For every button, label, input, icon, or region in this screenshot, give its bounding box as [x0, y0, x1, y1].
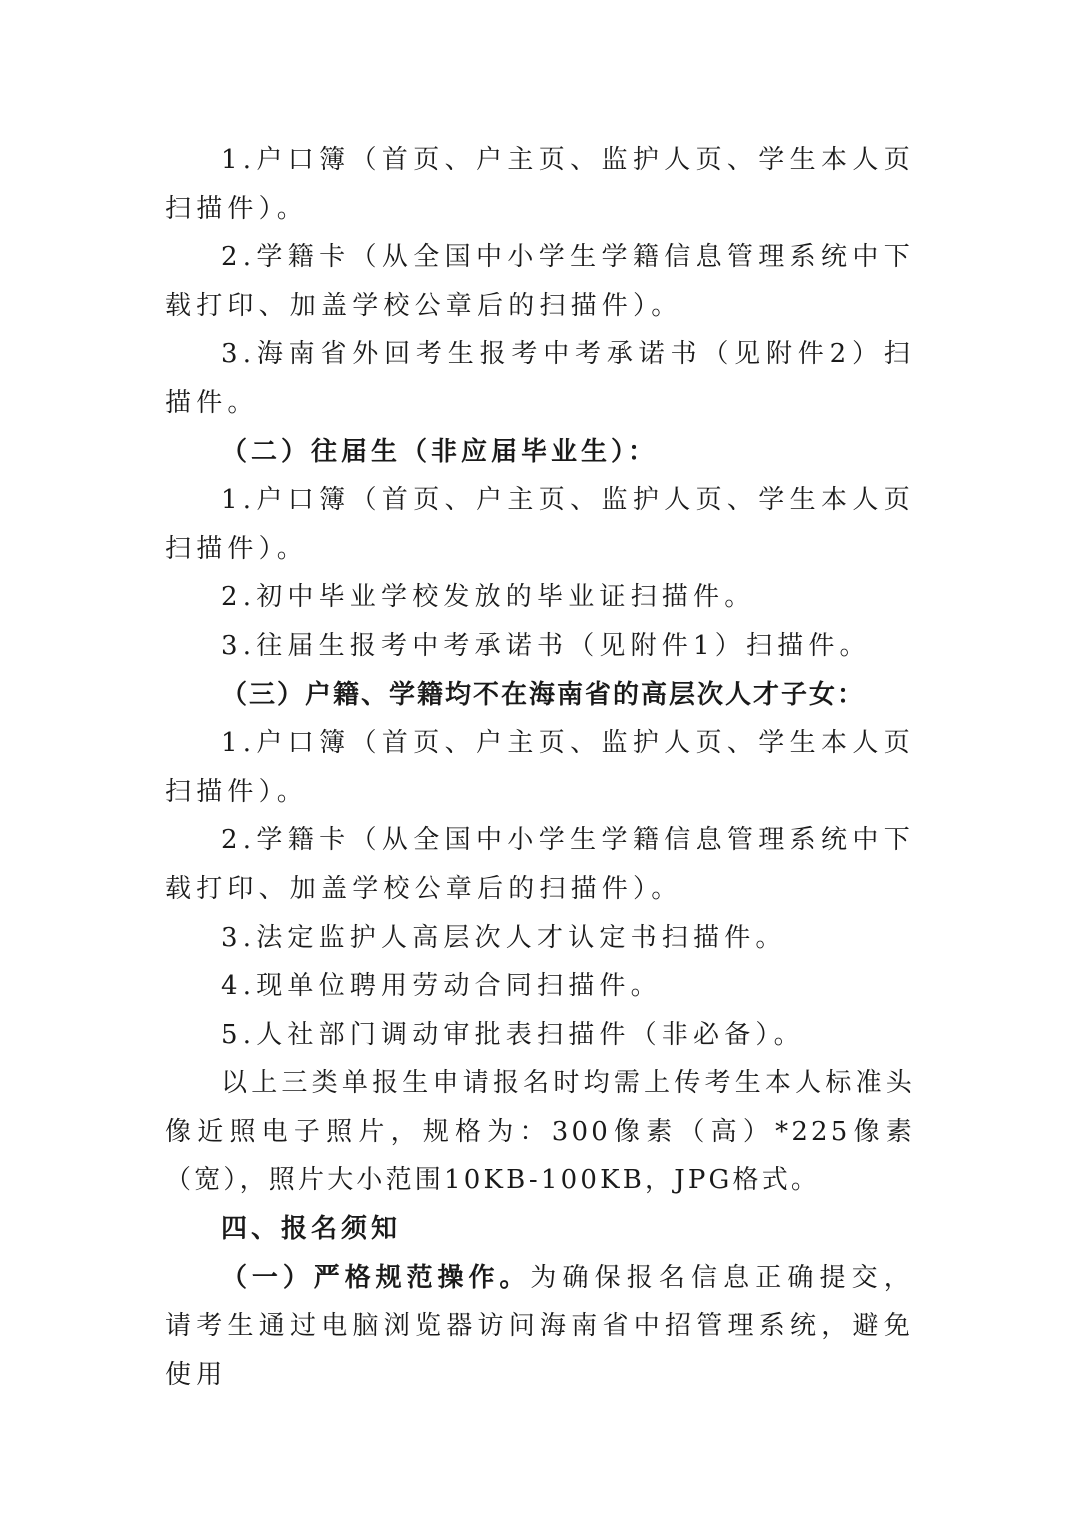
- s4-item-5: 5.人社部门调动审批表扫描件（非必备）。: [221, 1019, 805, 1050]
- chapter-4-point-1: [165, 1254, 915, 1400]
- s2-item-3: 3.海南省外回考生报考中考承诺书（见附件2）扫描件。: [165, 339, 915, 418]
- s3-item-3: 3.往届生报考中考承诺书（见附件1）扫描件。: [221, 630, 871, 661]
- point-1-lead: （一）严格规范操作。: [221, 1262, 531, 1293]
- s4-item-2: 2.学籍卡（从全国中小学生学籍信息管理系统中下载打印、加盖学校公章后的扫描件）。: [165, 825, 915, 904]
- point-1-text: 为确保报名信息正确提交，请考生通过电脑浏览器访问海南省中招管理系统，避免使用: [165, 1262, 915, 1390]
- s3-item-1: 1.户口簿（首页、户主页、监护人页、学生本人页扫描件）。: [165, 485, 915, 564]
- s2-item-1: 1.户口簿（首页、户主页、监护人页、学生本人页扫描件）。: [165, 145, 915, 224]
- s3-heading: （二）往届生（非应届毕业生）：: [221, 436, 659, 467]
- s3-item-2: 2.初中毕业学校发放的毕业证扫描件。: [221, 582, 756, 613]
- s4-item-1: 1.户口簿（首页、户主页、监护人页、学生本人页扫描件）。: [165, 728, 915, 807]
- photo-requirement-note: 以上三类单报生申请报名时均需上传考生本人标准头像近照电子照片，规格为：300像素（高）*225像素（宽），照片大小范围10KB-100KB，JPG格式。: [165, 1068, 915, 1196]
- s4-item-3: 3.法定监护人高层次人才认定书扫描件。: [221, 922, 787, 953]
- chapter-4-heading: 四、报名须知: [221, 1214, 402, 1245]
- s4-heading: （三）户籍、学籍均不在海南省的高层次人才子女：: [221, 679, 866, 710]
- document-body: [165, 136, 915, 1399]
- s4-item-4: 4.现单位聘用劳动合同扫描件。: [221, 971, 662, 1002]
- s2-item-2: 2.学籍卡（从全国中小学生学籍信息管理系统中下载打印、加盖学校公章后的扫描件）。: [165, 242, 915, 321]
